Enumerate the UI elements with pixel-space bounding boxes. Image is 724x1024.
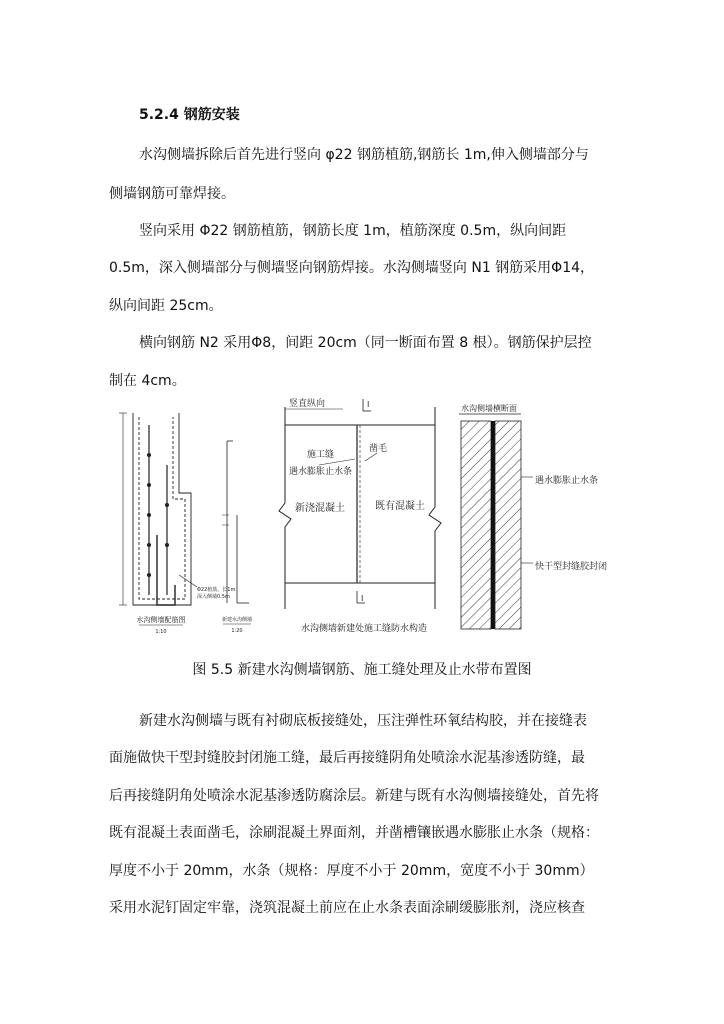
- plan-label-strip: 遇水膨胀止水条: [289, 467, 353, 477]
- rebar-dot: [165, 543, 168, 546]
- rebar-dot: [147, 513, 150, 516]
- plan-label-old: 既有混凝土: [375, 501, 425, 512]
- plan-caption: 水沟侧墙新建处施工缝防水构造: [301, 624, 428, 634]
- paragraph-1-line-2: 侧墙钢筋可靠焊接。: [109, 186, 235, 202]
- plan-left-break: [279, 407, 291, 609]
- section-right-concrete: [495, 421, 521, 629]
- plan-right-break: [429, 407, 441, 609]
- paragraph-3-line-1: 横向钢筋 N2 采用Φ8，间距 20cm（同一断面布置 8 根）。钢筋保护层控: [139, 335, 592, 351]
- left-wall-outline: [133, 413, 191, 605]
- rebar-dot: [147, 543, 150, 546]
- plan-label-joint: 施工缝: [307, 450, 335, 460]
- paragraph-4-line-2: 面施做快干型封缝胶封闭施工缝，最后再接缝阴角处喷涂水泥基渗透防缝，最: [109, 750, 585, 766]
- plan-section-mark-bottom: I: [361, 594, 364, 603]
- middle-wall-drawing: [222, 441, 249, 603]
- left-wall-inner: [139, 417, 185, 599]
- left-note-line-1: Φ22植筋，长1m: [197, 587, 236, 593]
- figure-svg: [109, 395, 629, 645]
- section-label-strip: 遇水膨胀止水条: [535, 476, 599, 486]
- rebar-dot: [147, 453, 150, 456]
- paragraph-1-line-1: 水沟侧墙拆除后首先进行竖向 φ22 钢筋植筋,钢筋长 1m,伸入侧墙部分与: [139, 147, 589, 163]
- rebar-dot: [147, 483, 150, 486]
- figure-caption: 图 5.5 新建水沟侧墙钢筋、施工缝处理及止水带布置图: [192, 662, 532, 678]
- plan-label-new: 新浇混凝土: [295, 503, 345, 514]
- middle-drawing-title: 新建水沟侧墙: [221, 617, 253, 623]
- rebar-dot: [147, 573, 150, 576]
- left-note-line-2: 深入侧墙0.5m: [197, 594, 230, 600]
- paragraph-2-line-1: 竖向采用 Φ22 钢筋植筋，钢筋长度 1m，植筋深度 0.5m，纵向间距: [139, 223, 567, 239]
- cross-section-drawing: [461, 421, 533, 629]
- plan-section-mark-top: I: [367, 400, 370, 409]
- paragraph-3-line-2: 制在 4cm。: [109, 373, 186, 389]
- paragraph-2-line-3: 纵向间距 25cm。: [109, 298, 223, 314]
- middle-drawing-scale: 1:20: [231, 628, 243, 634]
- section-joint-strip: [491, 421, 495, 629]
- paragraph-4-line-4: 既有混凝土表面凿毛，涂刷混凝土界面剂，并凿槽镶嵌遇水膨胀止水条（规格：: [109, 825, 599, 841]
- section-left-concrete: [461, 421, 491, 629]
- left-rebar-drawing: [119, 413, 197, 605]
- section-heading: 5.2.4 钢筋安装: [139, 107, 240, 123]
- paragraph-4-line-3: 后再接缝阴角处喷涂水泥基渗透防腐涂层。新建与既有水沟侧墙接缝处，首先将: [109, 788, 599, 804]
- figure-drawings: [109, 395, 629, 645]
- left-drawing-scale: 1:10: [155, 629, 167, 635]
- left-drawing-title: 水沟侧墙配筋图: [136, 616, 186, 624]
- section-label-sealant: 快干型封缝胶封闭: [535, 562, 608, 572]
- paragraph-2-line-2: 0.5m，深入侧墙部分与侧墙竖向钢筋焊接。水沟侧墙竖向 N1 钢筋采用Φ14，: [109, 260, 595, 276]
- paragraph-4-line-5: 厚度不小于 20mm，水条（规格：厚度不小于 20mm，宽度不小于 30mm）: [109, 863, 594, 879]
- paragraph-4-line-6: 采用水泥钉固定牢靠，浇筑混凝土前应在止水条表面涂刷缓膨胀剂，浇应核查: [109, 900, 585, 916]
- plan-label-top: 竖直纵向: [289, 399, 326, 409]
- paragraph-4-line-1: 新建水沟侧墙与既有衬砌底板接缝处，压注弹性环氧结构胶，并在接缝表: [139, 713, 587, 729]
- rebar-dot: [165, 503, 168, 506]
- plan-label-chisel: 凿毛: [369, 444, 388, 454]
- section-title: 水沟侧墙横断面: [461, 404, 517, 413]
